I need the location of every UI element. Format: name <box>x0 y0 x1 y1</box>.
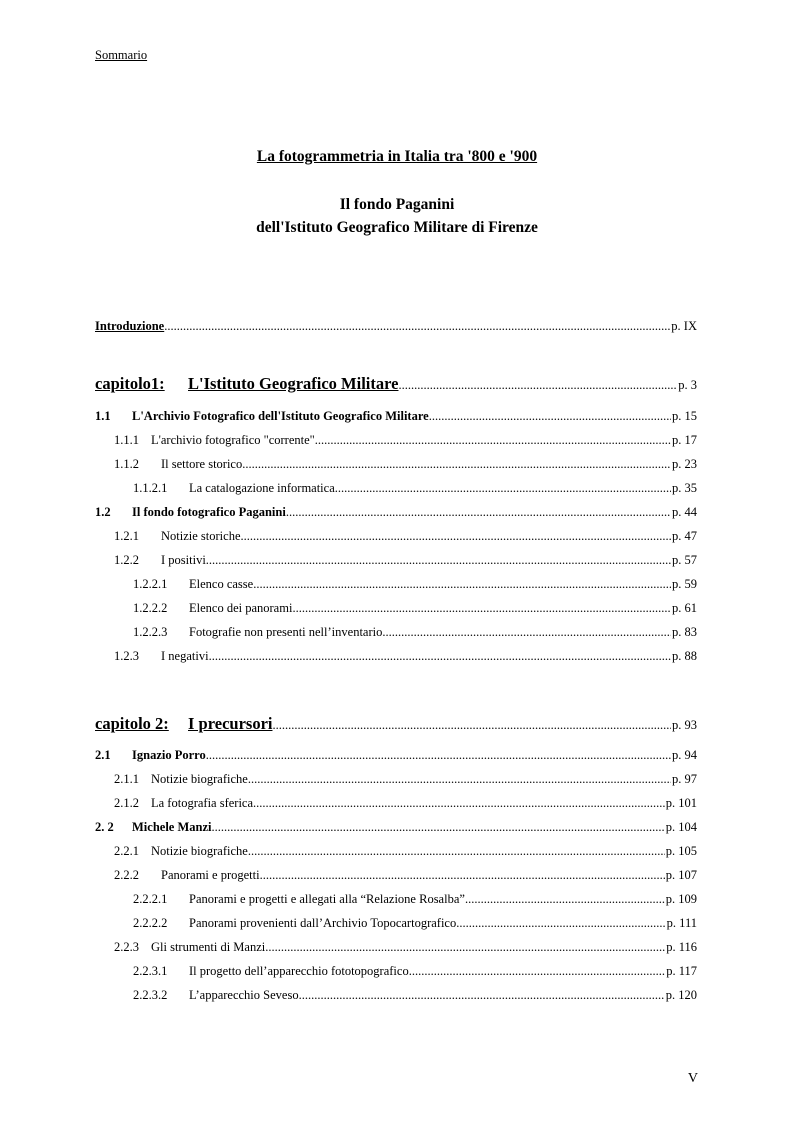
toc-entry-1-2-2-2[interactable] <box>133 601 697 616</box>
toc-number: 1.1 <box>95 409 111 423</box>
toc-number: 1.1.2.1 <box>133 481 168 495</box>
toc-leader <box>398 378 677 393</box>
toc-label: Elenco casse <box>189 577 254 591</box>
title-block <box>0 148 794 239</box>
toc-label: Elenco dei panorami <box>189 601 293 615</box>
toc-leader <box>209 649 671 664</box>
document-subtitle-2: dell'Istituto Geografico Militare di Firenze <box>256 219 538 236</box>
toc-number: 2.2.2.2 <box>133 916 168 930</box>
toc-number: 1.2.2.1 <box>133 577 168 591</box>
toc-entry-2-1-1[interactable] <box>114 772 697 787</box>
toc-leader <box>265 940 665 955</box>
toc-page: p. 15 <box>672 409 697 423</box>
toc-leader <box>299 988 665 1003</box>
toc-label: I negativi <box>161 649 209 663</box>
toc-page: p. 57 <box>672 553 697 567</box>
toc-entry-2-2-2-2[interactable] <box>133 916 697 931</box>
toc-number: 2. 2 <box>95 820 114 834</box>
toc-leader <box>260 868 665 883</box>
toc-page: p. 120 <box>665 988 697 1002</box>
toc-entry-2-1-2[interactable] <box>114 796 697 811</box>
toc-label: Notizie storiche <box>161 529 241 543</box>
toc-entry-2-2-2-1[interactable] <box>133 892 697 907</box>
document-title: La fotogrammetria in Italia tra '800 e '900 <box>256 148 538 165</box>
toc-entry-1-1[interactable] <box>95 409 697 424</box>
toc-leader <box>206 553 671 568</box>
toc-page: p. 23 <box>672 457 697 471</box>
toc-leader <box>429 409 671 424</box>
toc-label: Notizie biografiche <box>151 844 248 858</box>
toc-number: 2.2.2 <box>114 868 139 882</box>
toc-label: Panorami provenienti dall’Archivio Topocartografico <box>189 916 457 930</box>
toc-page: p. 88 <box>672 649 697 663</box>
toc-entry-1-1-1[interactable] <box>114 433 697 448</box>
toc-page: p. 47 <box>672 529 697 543</box>
toc-leader <box>248 772 671 787</box>
toc-label: Gli strumenti di Manzi <box>151 940 266 954</box>
toc-page: p. 94 <box>672 748 697 762</box>
toc-number: 1.2.1 <box>114 529 139 543</box>
toc-page: p. 17 <box>672 433 697 447</box>
toc-number: 2.1.2 <box>114 796 139 810</box>
toc-page: p. 44 <box>672 505 697 519</box>
toc-chapter-label: L'Istituto Geografico Militare <box>188 374 399 393</box>
toc-page: p. 104 <box>665 820 697 834</box>
toc-page: p. 93 <box>672 718 697 732</box>
toc-number: 2.1 <box>95 748 111 762</box>
toc-leader <box>164 319 670 334</box>
toc-label: L'Archivio Fotografico dell'Istituto Geografico Militare <box>132 409 429 423</box>
toc-leader <box>253 577 671 592</box>
toc-page: p. IX <box>671 319 697 333</box>
toc-leader <box>206 748 671 763</box>
toc-page: p. 101 <box>665 796 697 810</box>
toc-number: 1.2.2.3 <box>133 625 168 639</box>
toc-page: p. 35 <box>672 481 697 495</box>
toc-page: p. 117 <box>666 964 697 978</box>
toc-leader <box>465 892 665 907</box>
toc-entry-introduzione[interactable] <box>95 319 697 334</box>
toc-page: p. 105 <box>665 844 697 858</box>
toc-label: Il settore storico <box>161 457 243 471</box>
toc-entry-1-2-1[interactable] <box>114 529 697 544</box>
toc-chapter-1[interactable] <box>95 374 697 394</box>
toc-entry-2-2-3-1[interactable] <box>133 964 697 979</box>
toc-entry-2-2-2[interactable] <box>114 868 697 883</box>
toc-number: 1.1.2 <box>114 457 139 471</box>
toc-entry-1-2[interactable] <box>95 505 697 520</box>
toc-label: L’apparecchio Seveso <box>189 988 299 1002</box>
toc-entry-2-2-3-2[interactable] <box>133 988 697 1003</box>
toc-label: Notizie biografiche <box>151 772 248 786</box>
toc-page: p. 107 <box>665 868 697 882</box>
toc-entry-1-2-2-3[interactable] <box>133 625 697 640</box>
toc-number: 1.2 <box>95 505 111 519</box>
toc-label: Ignazio Porro <box>132 748 206 762</box>
toc-entry-1-1-2-1[interactable] <box>133 481 697 496</box>
toc-label: I positivi <box>161 553 206 567</box>
toc-number: 1.2.2.2 <box>133 601 168 615</box>
toc-leader <box>409 964 666 979</box>
toc-leader <box>382 625 671 640</box>
toc-entry-2-2-1[interactable] <box>114 844 697 859</box>
toc-number: 2.2.3 <box>114 940 139 954</box>
toc-number: 2.2.2.1 <box>133 892 168 906</box>
toc-leader <box>315 433 671 448</box>
toc-chapter-label: I precursori <box>188 714 273 733</box>
toc-chapter-number: capitolo1: <box>95 374 165 393</box>
toc-label: La catalogazione informatica <box>189 481 335 495</box>
toc-entry-2-2-3[interactable] <box>114 940 697 955</box>
running-head: Sommario <box>95 48 148 62</box>
toc-label: Il progetto dell’apparecchio fototopografico <box>189 964 409 978</box>
toc-page: p. 116 <box>666 940 697 954</box>
toc-page: p. 3 <box>678 378 697 392</box>
toc-entry-1-2-3[interactable] <box>114 649 697 664</box>
toc-entry-1-2-2-1[interactable] <box>133 577 697 592</box>
toc-leader <box>241 529 672 544</box>
toc-leader <box>272 718 671 733</box>
toc-chapter-number: capitolo 2: <box>95 714 169 733</box>
toc-label: Panorami e progetti e allegati alla “Relazione Rosalba” <box>189 892 465 906</box>
toc-leader <box>242 457 671 472</box>
toc-label: Panorami e progetti <box>161 868 260 882</box>
toc-entry-2-2[interactable] <box>95 820 697 835</box>
toc-page: p. 111 <box>666 916 697 930</box>
toc-leader <box>253 796 665 811</box>
toc-number: 2.2.3.2 <box>133 988 168 1002</box>
toc-label: L'archivio fotografico "corrente" <box>151 433 315 447</box>
toc-page: p. 97 <box>672 772 697 786</box>
toc-number: 2.1.1 <box>114 772 139 786</box>
toc-entry-2-1[interactable] <box>95 748 697 763</box>
page-number: V <box>687 1071 698 1086</box>
toc-number: 1.2.3 <box>114 649 139 663</box>
toc-leader <box>248 844 665 859</box>
toc-leader <box>335 481 671 496</box>
toc-label: Michele Manzi <box>132 820 212 834</box>
toc-page: p. 109 <box>665 892 697 906</box>
toc-chapter-2[interactable] <box>95 714 697 734</box>
toc-label: La fotografia sferica <box>151 796 254 810</box>
toc-leader <box>212 820 665 835</box>
toc-entry-1-1-2[interactable] <box>114 457 697 472</box>
toc-label: Fotografie non presenti nell’inventario <box>189 625 383 639</box>
toc-number: 2.2.1 <box>114 844 139 858</box>
toc-page: p. 83 <box>672 625 697 639</box>
toc-label: Introduzione <box>95 319 165 333</box>
toc-page: p. 59 <box>672 577 697 591</box>
toc-leader <box>456 916 665 931</box>
toc-leader <box>292 601 671 616</box>
toc-number: 1.1.1 <box>114 433 139 447</box>
toc-page: p. 61 <box>672 601 697 615</box>
document-subtitle-1: Il fondo Paganini <box>339 196 455 213</box>
toc-entry-1-2-2[interactable] <box>114 553 697 568</box>
toc-leader <box>286 505 671 520</box>
toc-number: 2.2.3.1 <box>133 964 168 978</box>
toc-label: Il fondo fotografico Paganini <box>132 505 286 519</box>
toc-number: 1.2.2 <box>114 553 139 567</box>
